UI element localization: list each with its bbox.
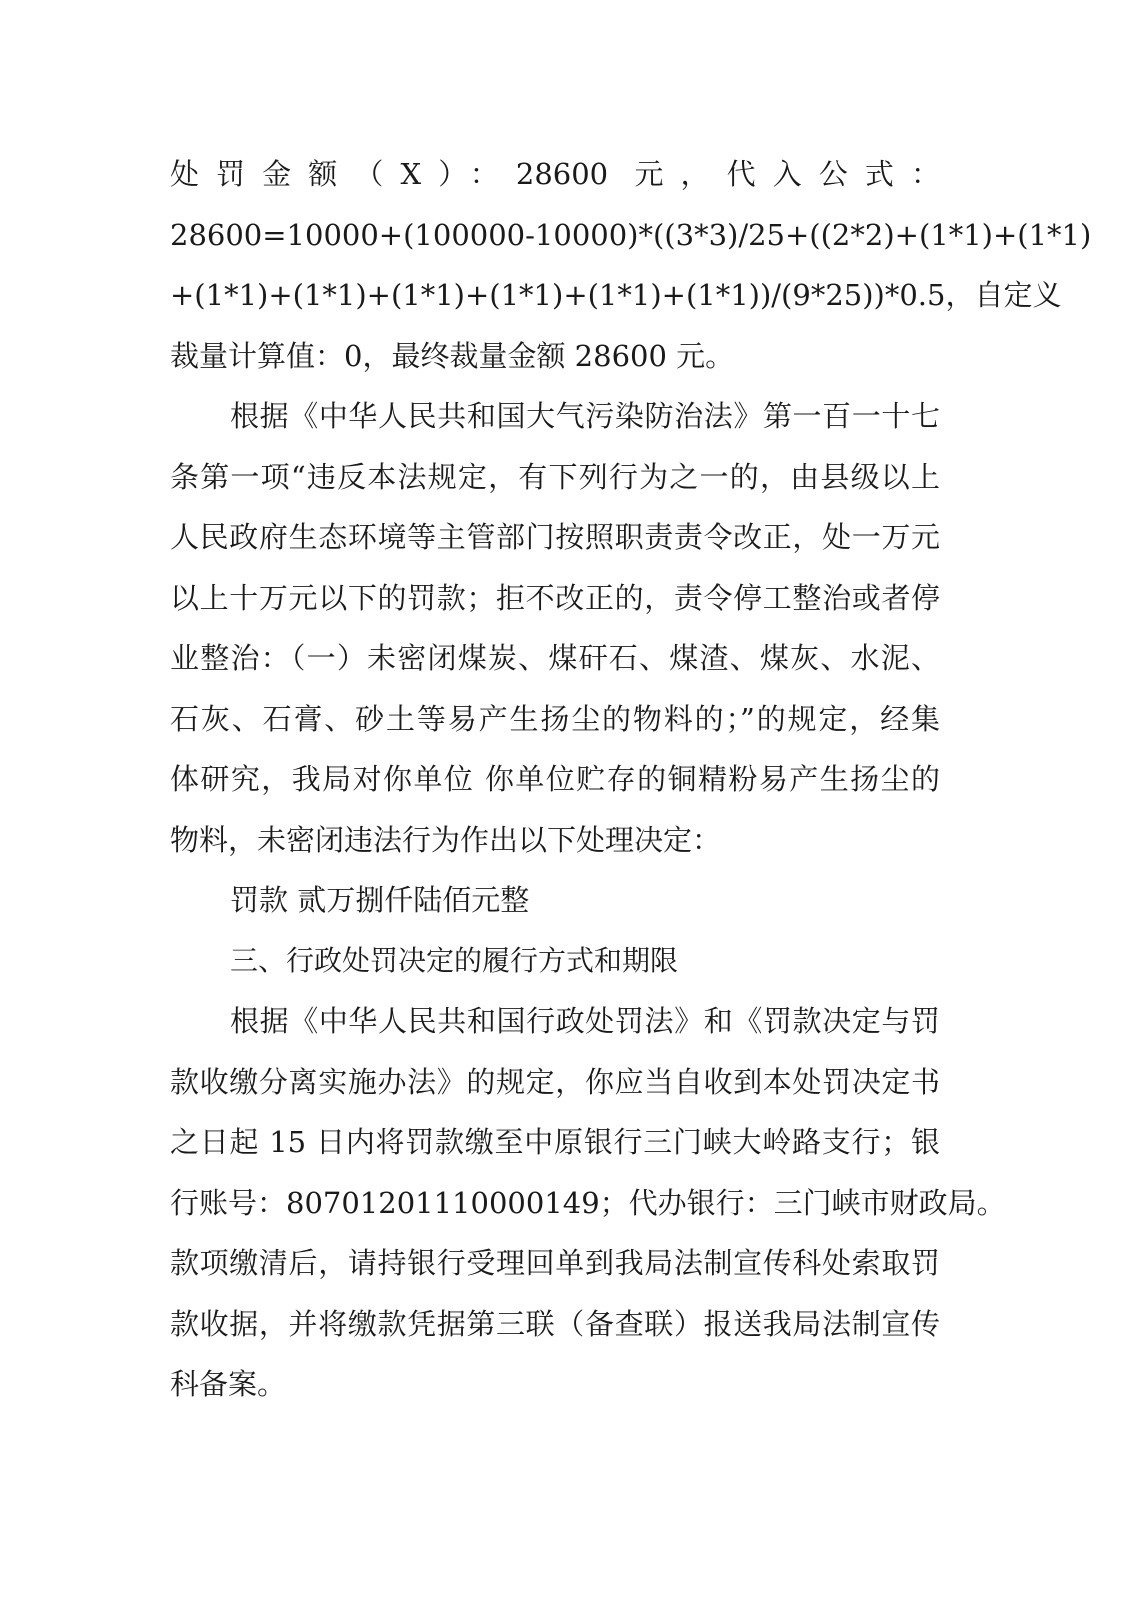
text-line-formula-1: 28600=10000+(100000-10000)*((3*3)/25+((2*2)+(1*1)+(1*1) bbox=[170, 217, 1092, 252]
text-line-payment-6: 款收据，并将缴款凭据第三联（备查联）报送我局法制宣传 bbox=[170, 1306, 940, 1341]
text-line-payment-1: 根据《中华人民共和国行政处罚法》和《罚款决定与罚 bbox=[230, 1004, 940, 1038]
text-line-penalty-amount: 处罚金额（X）：28600 元，代入公式： bbox=[170, 157, 940, 191]
text-line-legal-basis-5: 业整治：（一）未密闭煤炭、煤矸石、煤渣、煤灰、水泥、 bbox=[170, 641, 940, 675]
text-line-fine: 罚款 贰万捌仟陆佰元整 bbox=[230, 883, 530, 917]
document-body bbox=[170, 144, 1092, 1415]
section-heading-3: 三、行政处罚决定的履行方式和期限 bbox=[230, 943, 679, 977]
text-line-legal-basis-6: 石灰、石膏、砂土等易产生扬尘的物料的；”的规定，经集 bbox=[170, 701, 940, 736]
text-line-legal-basis-4: 以上十万元以下的罚款；拒不改正的，责令停工整治或者停 bbox=[170, 580, 940, 615]
text-line-payment-5: 款项缴清后，请持银行受理回单到我局法制宣传科处索取罚 bbox=[170, 1246, 940, 1280]
text-line-payment-4: 行账号：80701201110000149；代办银行：三门峡市财政局。 bbox=[170, 1185, 1006, 1220]
text-line-final-amount: 裁量计算值：0，最终裁量金额 28600 元。 bbox=[170, 338, 735, 373]
text-line-legal-basis-2: 条第一项“违反本法规定，有下列行为之一的，由县级以上 bbox=[170, 459, 940, 494]
text-line-formula-2: +(1*1)+(1*1)+(1*1)+(1*1)+(1*1)+(1*1))/(9*25))*0.5，自定义 bbox=[170, 278, 1062, 312]
text-line-payment-2: 款收缴分离实施办法》的规定，你应当自收到本处罚决定书 bbox=[170, 1064, 940, 1099]
text-line-legal-basis-8: 物料，未密闭违法行为作出以下处理决定： bbox=[170, 822, 722, 857]
text-line-payment-3: 之日起 15 日内将罚款缴至中原银行三门峡大岭路支行；银 bbox=[170, 1125, 940, 1159]
text-line-legal-basis-7: 体研究，我局对你单位 你单位贮存的铜精粉易产生扬尘的 bbox=[170, 762, 940, 796]
text-line-legal-basis-1: 根据《中华人民共和国大气污染防治法》第一百一十七 bbox=[230, 399, 940, 433]
text-line-payment-7: 科备案。 bbox=[170, 1367, 287, 1401]
text-line-legal-basis-3: 人民政府生态环境等主管部门按照职责责令改正，处一万元 bbox=[170, 520, 940, 554]
